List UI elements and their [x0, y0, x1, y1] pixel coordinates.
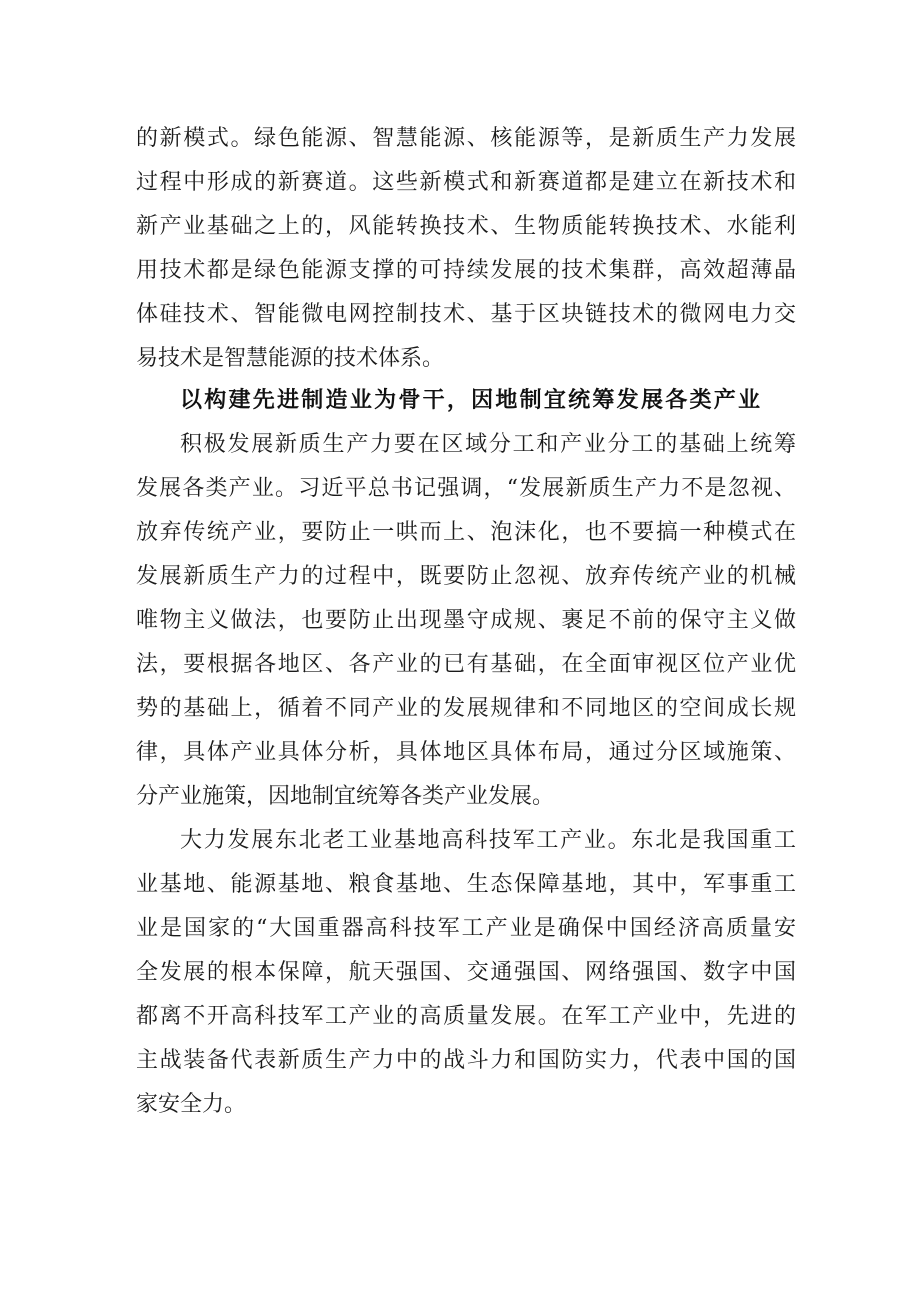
text-line: 新产业基础之上的，风能转换技术、生物质能转换技术、水能利 — [136, 214, 796, 239]
text-line: 发展新质生产力的过程中，既要防止忽视、放弃传统产业的机械 — [136, 564, 796, 589]
text-line: 的新模式。绿色能源、智慧能源、核能源等，是新质生产力发展 — [136, 126, 796, 151]
text-line: 家安全力。 — [136, 1092, 247, 1117]
text-line: 发展各类产业。习近平总书记强调，“发展新质生产力不是忽视、 — [136, 476, 796, 501]
text-line: 易技术是智慧能源的技术体系。 — [136, 346, 445, 371]
text-line: 主战装备代表新质生产力中的战斗力和国防实力，代表中国的国 — [136, 1048, 796, 1073]
text-line: 过程中形成的新赛道。这些新模式和新赛道都是建立在新技术和 — [136, 170, 796, 195]
text-line: 业基地、能源基地、粮食基地、生态保障基地，其中，军事重工 — [136, 872, 796, 897]
text-line: 分产业施策，因地制宜统筹各类产业发展。 — [136, 784, 555, 809]
text-line: 体硅技术、智能微电网控制技术、基于区块链技术的微网电力交 — [136, 302, 796, 327]
text-line: 律，具体产业具体分析，具体地区具体布局，通过分区域施策、 — [136, 740, 796, 765]
text-line: 唯物主义做法，也要防止出现墨守成规、裹足不前的保守主义做 — [136, 608, 796, 633]
text-line: 都离不开高科技军工产业的高质量发展。在军工产业中，先进的 — [136, 1004, 796, 1029]
text-line: 放弃传统产业，要防止一哄而上、泡沫化，也不要搞一种模式在 — [136, 520, 796, 545]
text-line: 业是国家的“大国重器高科技军工产业是确保中国经济高质量安 — [136, 916, 796, 941]
section-heading: 以构建先进制造业为骨干，因地制宜统筹发展各类产业 — [180, 388, 760, 413]
text-line: 积极发展新质生产力要在区域分工和产业分工的基础上统筹 — [180, 432, 796, 457]
text-line: 势的基础上，循着不同产业的发展规律和不同地区的空间成长规 — [136, 696, 796, 721]
text-line: 大力发展东北老工业基地高科技军工产业。东北是我国重工 — [180, 828, 796, 853]
text-line: 全发展的根本保障，航天强国、交通强国、网络强国、数字中国 — [136, 960, 796, 985]
text-line: 用技术都是绿色能源支撑的可持续发展的技术集群，高效超薄晶 — [136, 258, 796, 283]
text-line: 法，要根据各地区、各产业的已有基础，在全面审视区位产业优 — [136, 652, 796, 677]
